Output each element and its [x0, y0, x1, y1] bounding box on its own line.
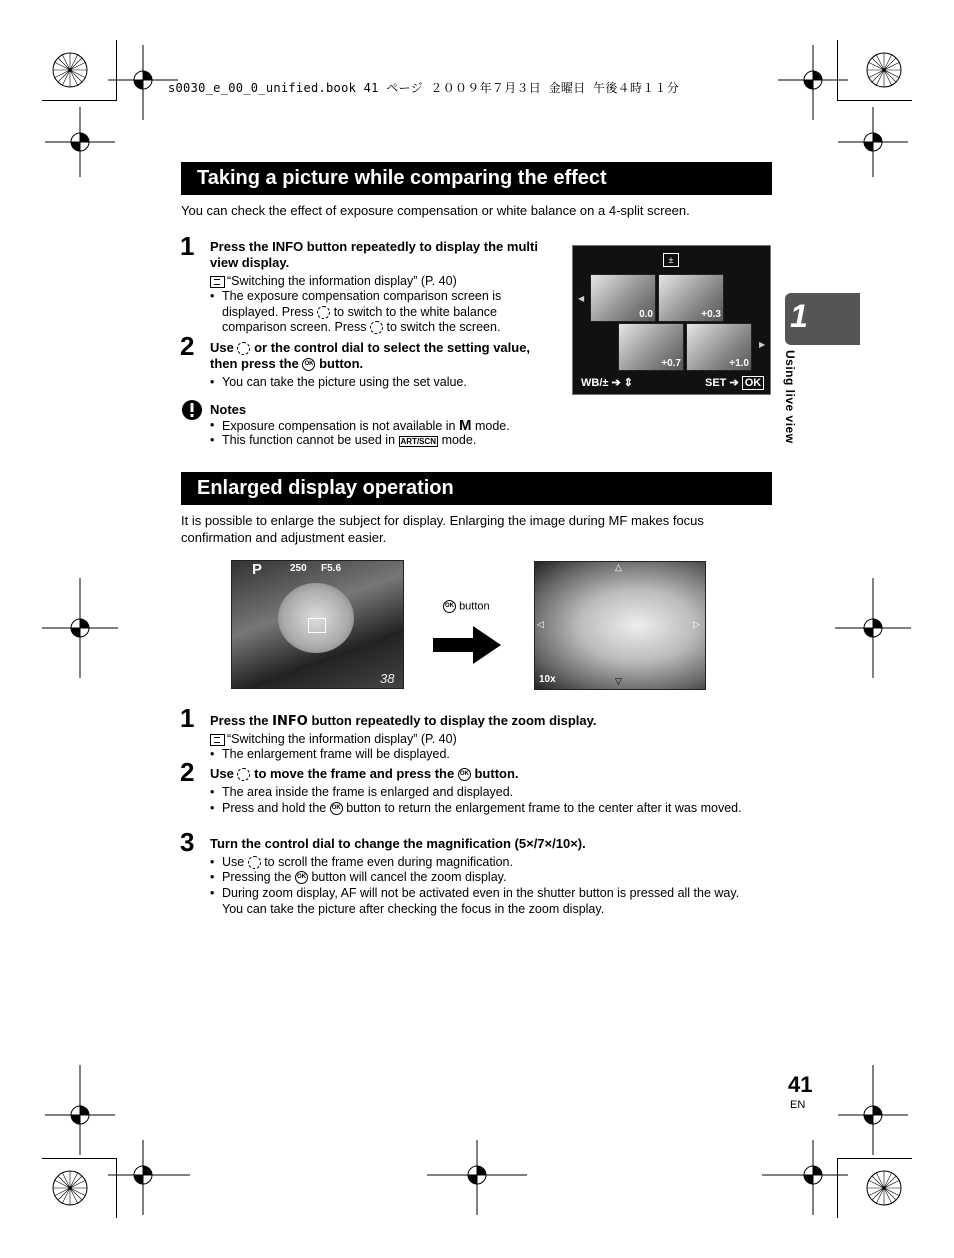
shot-count: 38: [380, 671, 395, 686]
live-view-screen: [231, 560, 404, 689]
up-arrow-icon: △: [615, 562, 622, 572]
ok-button-icon: OK: [302, 358, 315, 371]
art-scn-mode-icon: ART/SCN: [400, 437, 437, 446]
step-text: Use or the control dial to select the setting value, then press the OK button.: [210, 340, 531, 371]
arrow-pad-icon: [237, 342, 250, 355]
notes-title: Notes: [210, 402, 247, 417]
step-number: 2: [180, 757, 195, 787]
arrow-pad-icon: [237, 768, 250, 781]
reference-icon: [210, 734, 225, 746]
step-text: Press the INFO button repeatedly to display the zoom display.: [210, 713, 597, 729]
chapter-number: 1: [790, 298, 808, 334]
ok-button-icon: OK: [330, 802, 343, 815]
exposure-icon: ±: [663, 253, 679, 267]
exposure-button-icon: [370, 321, 383, 334]
step-text: Use to move the frame and press the OK button.: [210, 766, 519, 781]
preview-tile: +0.7: [618, 323, 684, 371]
chapter-label: Using live view: [783, 350, 797, 444]
step-number: 1: [180, 703, 195, 733]
section-title-compare: Taking a picture while comparing the effect: [181, 162, 772, 195]
ok-button-icon: OK: [295, 871, 308, 884]
button-label: OK button: [445, 600, 490, 613]
section-intro-compare: You can check the effect of exposure compensation or white balance on a 4-split screen.: [181, 203, 690, 218]
language-code: EN: [790, 1099, 806, 1111]
step-number: 2: [180, 331, 195, 361]
aperture: F5.6: [321, 563, 342, 574]
preview-tile: 0.0: [590, 274, 656, 322]
ok-button-icon: OK: [443, 600, 456, 613]
set-label: SET ➔ OK: [705, 376, 764, 389]
arrow-pad-icon: [248, 856, 261, 869]
wb-label: WB/± ➔ ⇕: [581, 377, 633, 389]
zoom-view-screen: [534, 561, 706, 690]
enlargement-frame: [308, 618, 326, 633]
page-number: 41: [788, 1072, 813, 1097]
caution-icon: [181, 399, 203, 421]
bullet-item: • The exposure compensation comparison screen is displayed. Press to switch to the white balance comparison screen. Press to switch the screen.: [210, 289, 502, 334]
bullet-item: • During zoom display, AF will not be activated even in the shutter button is pressed all the way. You can take the picture after checking the focus in the zoom display.: [210, 886, 740, 916]
section-title-enlarge: Enlarged display operation: [181, 472, 772, 505]
print-header: s0030_e_00_0_unified.book 41 ページ ２００９年７月３日 金曜日 午後４時１１分: [168, 81, 680, 95]
step-text: Press the INFO button repeatedly to display the multi view display.: [210, 239, 538, 270]
bullet-item: • Press and hold the OK button to return the enlargement frame to the center after it was moved.: [210, 801, 742, 815]
right-arrow-icon: ▶: [759, 340, 766, 349]
right-arrow-icon: ▷: [693, 619, 700, 629]
right-arrow-icon: [433, 626, 503, 664]
left-arrow-icon: ◁: [537, 619, 544, 629]
preview-tile: +1.0: [686, 323, 752, 371]
wb-button-icon: [317, 306, 330, 319]
reference: “Switching the information display” (P. 40): [210, 273, 457, 289]
section-intro-enlarge: It is possible to enlarge the subject for display. Enlarging the image during MF makes focus confirmation and adjustment easier.: [181, 513, 704, 545]
ok-button-icon: OK: [458, 768, 471, 781]
step-text: Turn the control dial to change the magnification (5×/7×/10×).: [210, 836, 586, 851]
reference-icon: [210, 276, 225, 288]
left-arrow-icon: ◀: [578, 294, 585, 303]
step-number: 1: [180, 231, 195, 261]
multi-view-screen: [572, 245, 771, 395]
step-number: 3: [180, 827, 195, 857]
preview-tile: +0.3: [658, 274, 724, 322]
mode-indicator: P: [252, 561, 263, 578]
zoom-level: 10x: [539, 674, 556, 685]
reference: “Switching the information display” (P. 40): [210, 731, 457, 747]
down-arrow-icon: ▽: [615, 676, 622, 686]
shutter-speed: 250: [290, 563, 307, 574]
